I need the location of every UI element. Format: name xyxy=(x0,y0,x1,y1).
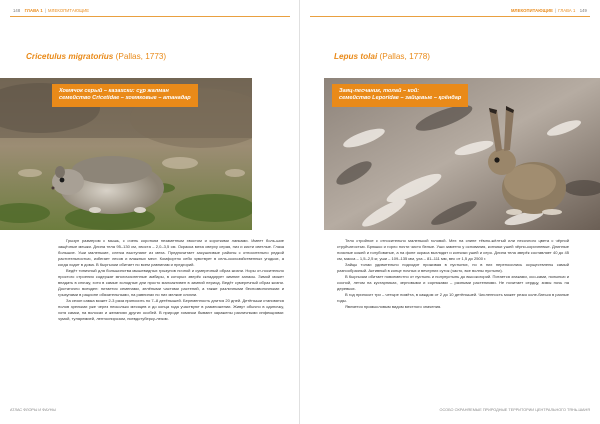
species-title-left xyxy=(26,52,166,61)
paragraph: Грызун размером с мышь, с очень коротким незаметным хвостом и короткими лапками. Имеет боль-шие защёчные мешки. Длина тела 95–130 см, хвоста – 2,0–3,5 см. Окраска меха сверху серая, низ и кисти светлые. Глаза большие. Уши маленькие, слегка выступают из меха. Предпочитает засушливые районы с относительно редкой растительностью, избегает лесов и влажных мест. Комфортно себя чувствует в сель-скохозяйственных угодьях, а когда ходит в дома. В Кыргызии обитает по всем равнинам и предгорий. xyxy=(58,238,284,267)
paragraph: В Кыргызии обитает повсеместно от пустынь и полупустынь до высокогорий. Питается злаками, осо-ками, полынью и сосной, летом на кустарниках, зерновыми и сорняками – разными растениями. Не почитает сердцу, зимы ночь на деревьях. xyxy=(337,274,569,291)
running-head-right: МЛЕКОПИТАЮЩИЕ | ГЛАВА 1 149 xyxy=(510,8,587,13)
paragraph: Зайцы толаи удивительно подходят проживая в пустынях, но в них переносились осуществлены самый разнообразный. Активный в конце ночных и вечерних суток (часто, все волны пустыни). xyxy=(337,262,569,273)
paragraph: Ведёт типичный для большинства мышевидных грызунов ночной и сумеречный образ жизни. Норы от-носительно простого строения содержат многочисленные амбары, в которых зверёк складирует зимние запасы. Зимой может впадать в спячку, хотя в самые холодные дни просто малоактивен в зимний период. Ведёт сумеречный образ жизни. Достаточно всеяден: питается семенами, зелёными частями растений, а также различными беспозвоночными и грызунами в рационе обязательными, на равнинах по них мелкие слизни. xyxy=(58,268,284,297)
photo-caption-left xyxy=(52,84,198,107)
header-rule-left xyxy=(10,16,290,17)
chapter-label-left: ГЛАВА 1 xyxy=(24,8,43,13)
body-text-right xyxy=(337,238,569,310)
caption-line2-right: семейство Leporidae – зайцевые – қоёндар xyxy=(339,95,462,102)
chapter-label-right: ГЛАВА 1 xyxy=(558,8,576,13)
section-label-right: МЛЕКОПИТАЮЩИЕ xyxy=(510,8,554,13)
right-page xyxy=(300,0,600,424)
footer-right: ОСОБО ОХРАНЯЕМЫЕ ПРИРОДНЫЕ ТЕРРИТОРИИ ЦЕНТРАЛЬНОГО ТЯНЬ-ШАНЯ xyxy=(439,408,590,412)
paragraph: Является промысловым видом местного значения. xyxy=(345,304,442,309)
paragraph: За сезон самка может 2-3 раза приносить по 7–8 детёнышей. Беременность длится 20 дней. Детёныши становятся полов зрелыми уже через несколько месяцев и до конца года участвуют в размножении. Живут обычно в одиночку, хотя самки, на волосах и желаниях других особей. В природе хомячки бывают заражены различными инфекциями: чумой, туляремией, лептоспирозом, псевдотуберку-лезом. xyxy=(58,298,284,321)
species-title-right xyxy=(334,52,430,61)
page-number-left: 148 xyxy=(13,8,21,13)
page-number-right: 149 xyxy=(579,8,587,13)
caption-line1-left: Хомячок серый – казахски: сұр жалман xyxy=(59,88,169,94)
running-head-left: 148 ГЛАВА 1 | МЛЕКОПИТАЮЩИЕ xyxy=(13,8,90,13)
section-label-left: МЛЕКОПИТАЮЩИЕ xyxy=(48,8,90,13)
paragraph: В год приносит три – четыре помёта, в каждом от 2 до 10 детёнышей. Численность может резко коле-баться в разные годы. xyxy=(337,292,569,303)
footer-left: АТЛАС ФЛОРЫ И ФАУНЫ xyxy=(10,408,56,412)
photo-caption-right xyxy=(332,84,468,107)
header-rule-right xyxy=(310,16,590,17)
body-text-left xyxy=(58,238,284,322)
species-latin-left: Cricetulus migratorius xyxy=(26,52,114,61)
species-authority-right: (Pallas, 1778) xyxy=(379,52,431,61)
species-authority-left: (Pallas, 1773) xyxy=(115,52,167,61)
paragraph: Тело стройное с относительно маленькой головой. Мех на спине тёмно-жёлтый или песочного цвета с чёрной струйчатостью. Брюшко и горло почти чисто белые. Уши заметно у основания, кончики ушей чёрно-коричневые. Длинные поясные кожей и голубоватые, а на фоне окраса выглядят и кончики ушей и серо. Длина тела зверёк составляет 40 до 45 см, масса – 1,5–2,5 кг, уши – 109–135 мм, уха – 81–111 мм, вес от 1,5 до 2500 г. xyxy=(337,238,569,261)
species-latin-right: Lepus tolai xyxy=(334,52,378,61)
caption-line2-left: семейство Cricetidae – хомяковые – атанадар xyxy=(59,95,191,102)
caption-line1-right: Заяц-песчаник, толай – кой: xyxy=(339,88,420,94)
